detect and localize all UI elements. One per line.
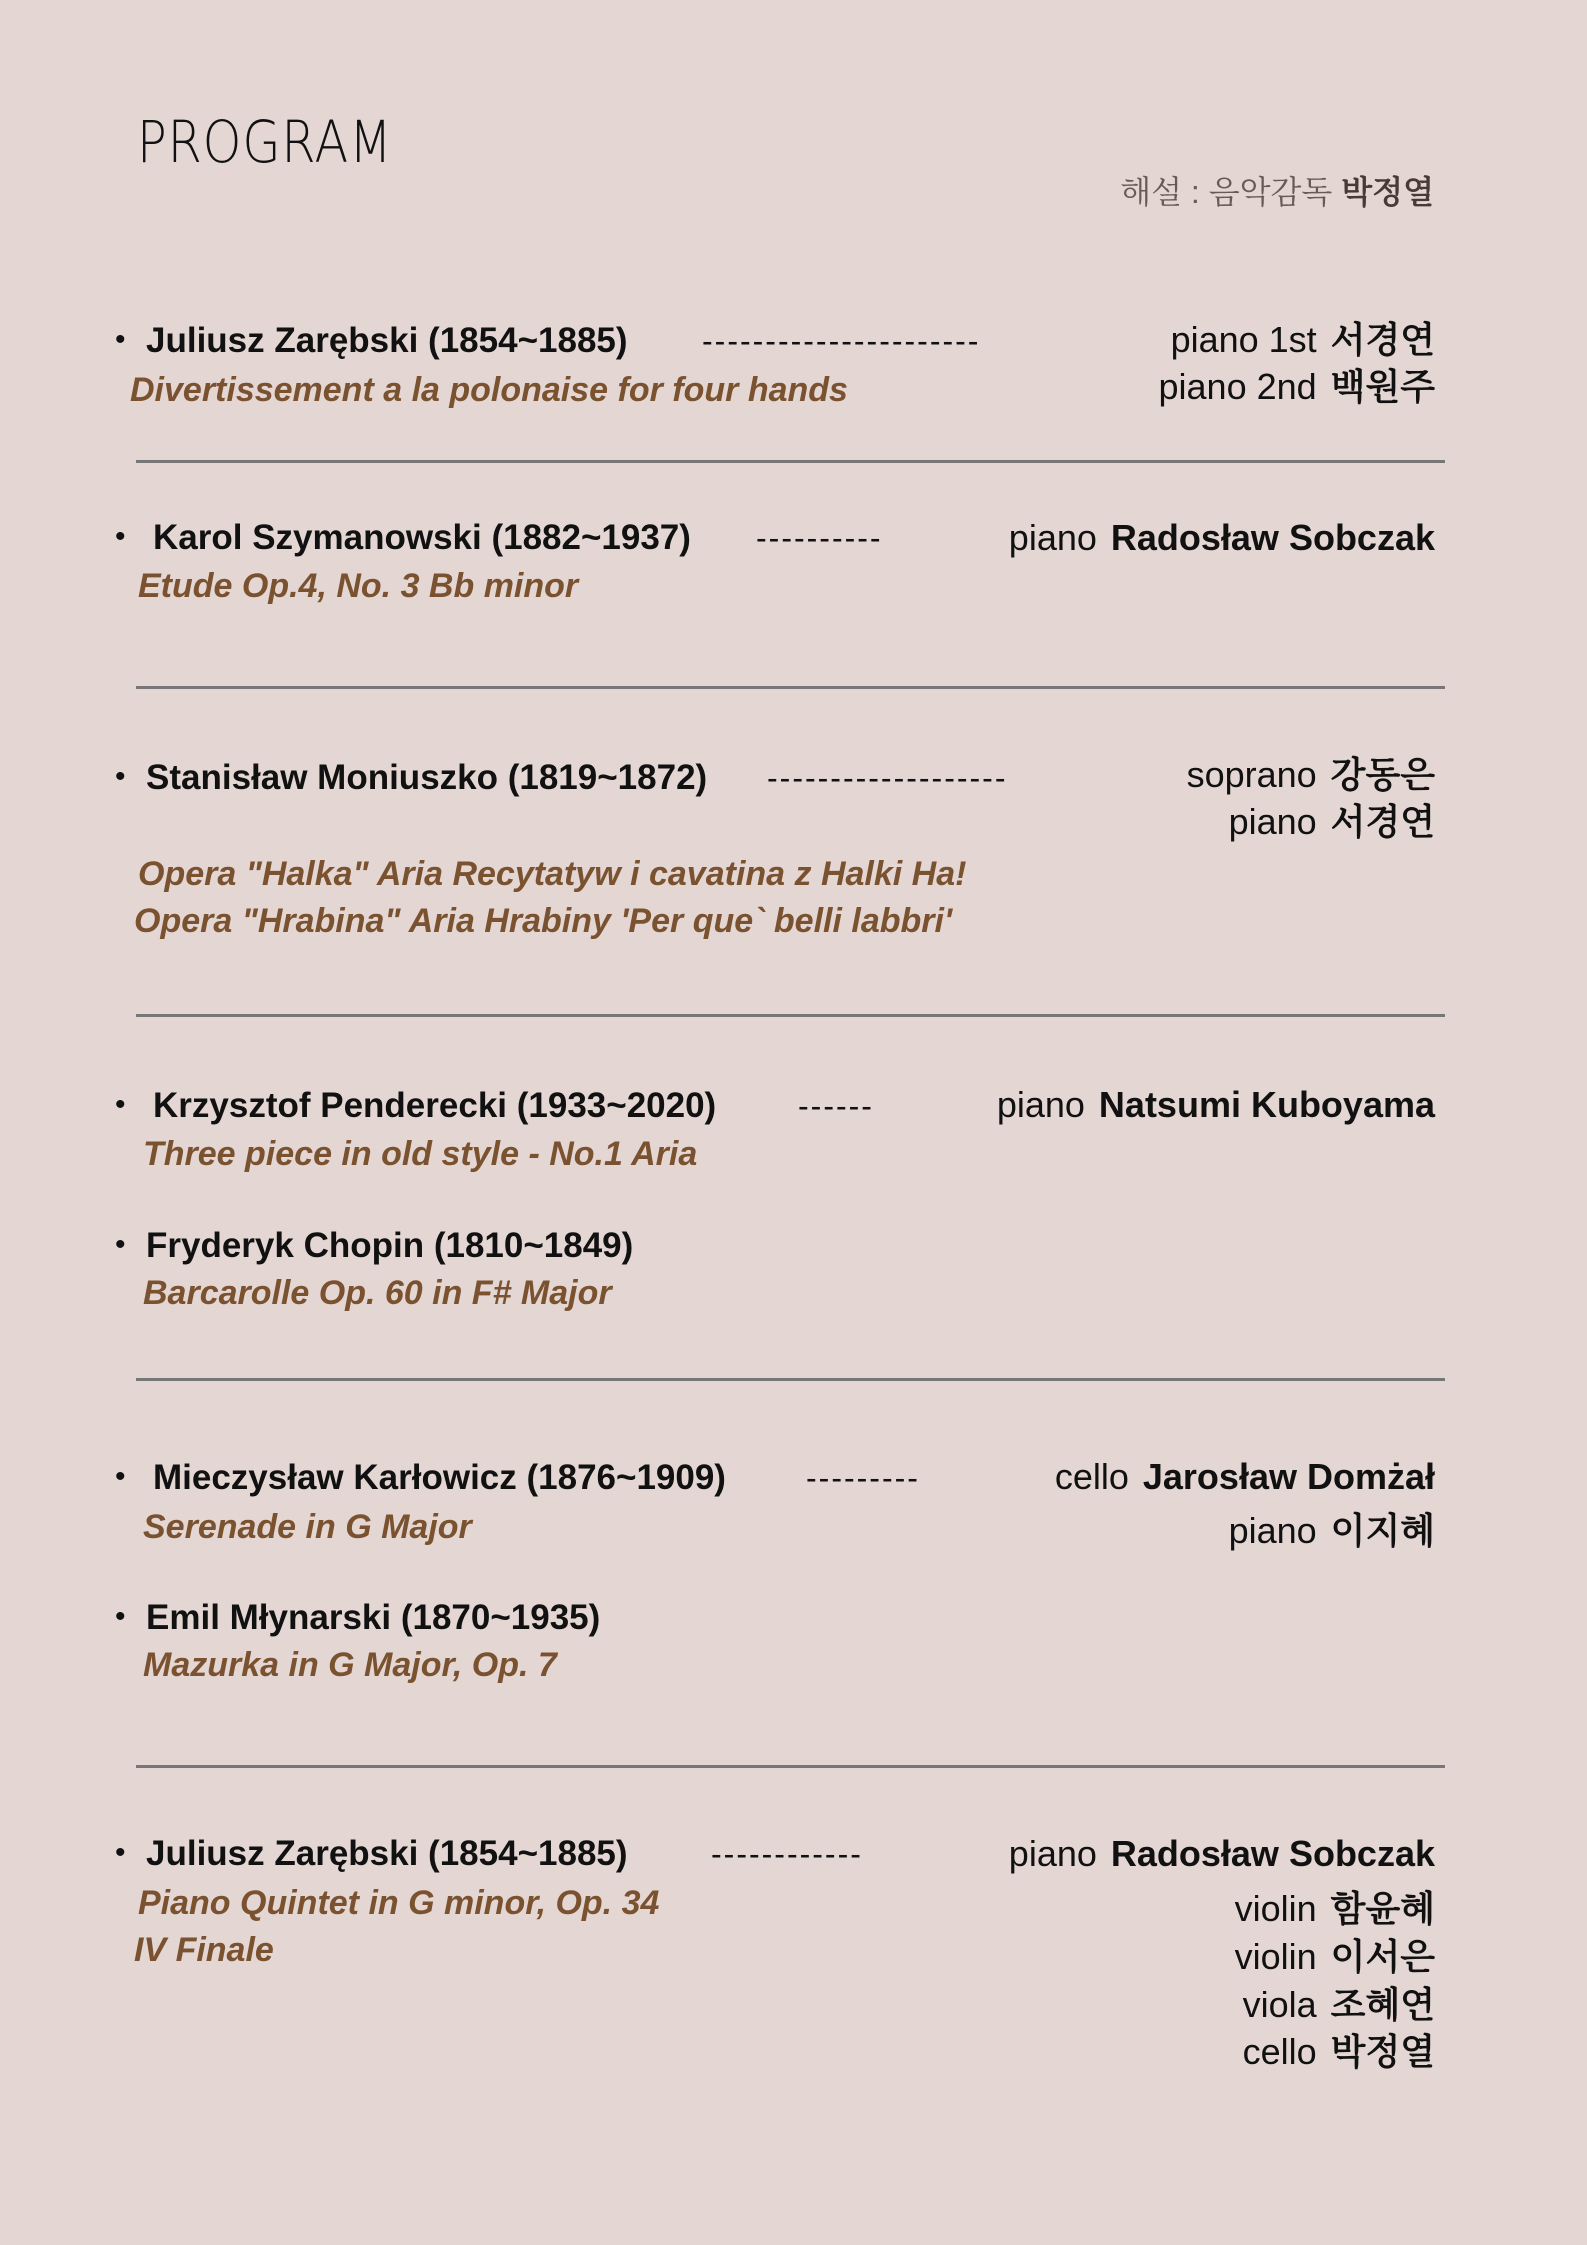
work-title: Mazurka in G Major, Op. 7 [143,1646,557,1684]
performer-name: Jarosław Domżał [1142,1456,1435,1497]
performer-role: cello [1054,1456,1129,1497]
performer-role: piano [1008,1833,1097,1874]
performer [1159,365,1435,409]
dash-leader: ---------------------- [702,323,981,359]
bullet: • [115,520,126,553]
composer: Juliusz Zarębski (1854~1885) [146,1834,628,1873]
divider [136,460,1445,463]
work-title: Barcarolle Op. 60 in F# Major [143,1274,612,1312]
work-subtitle: IV Finale [134,1931,274,1969]
performer-role: piano [1228,801,1317,842]
work-title: Serenade in G Major [143,1508,472,1546]
performer-name: 이지혜 [1330,1510,1435,1551]
performer-name: Natsumi Kuboyama [1098,1084,1435,1125]
composer: Emil Młynarski (1870~1935) [146,1598,601,1637]
composer: Mieczysław Karłowicz (1876~1909) [153,1458,726,1497]
dash-leader: ---------- [756,520,883,556]
note-prefix: 해설 : 음악감독 [1120,174,1333,210]
performer [1243,1983,1435,2027]
performer-name: 이서은 [1330,1936,1435,1977]
bullet: • [115,760,126,793]
work-title: Etude Op.4, No. 3 Bb minor [138,567,579,605]
composer: Fryderyk Chopin (1810~1849) [146,1226,634,1265]
divider [136,686,1445,689]
work-title: Opera "Halka" Aria Recytatyw i cavatina z Halki Ha! [138,855,967,893]
note-name: 박정열 [1341,174,1434,210]
divider [136,1378,1445,1381]
work-title: Piano Quintet in G minor, Op. 34 [138,1884,660,1922]
bullet: • [115,1228,126,1261]
performer [1187,753,1435,797]
performer-name: 서경연 [1330,801,1435,842]
performer [1229,800,1435,844]
performer-role: viola [1242,1984,1317,2025]
bullet: • [115,323,126,356]
performer-role: piano [996,1084,1085,1125]
composer: Stanisław Moniuszko (1819~1872) [146,758,708,797]
page-title: PROGRAM [137,108,393,176]
work-title: Opera "Hrabina" Aria Hrabiny 'Per que` belli labbri' [134,902,953,940]
performer [997,1083,1435,1127]
bullet: • [115,1600,126,1633]
performer-role: violin [1234,1936,1317,1977]
work-title: Divertissement a la polonaise for four hands [130,371,848,409]
bullet: • [115,1088,126,1121]
performer-name: 함윤혜 [1330,1888,1435,1929]
performer-name: 강동은 [1330,754,1435,795]
composer: Karol Szymanowski (1882~1937) [153,518,691,557]
performer-role: piano 1st [1170,319,1317,360]
performer [1235,1935,1435,1979]
work-title: Three piece in old style - No.1 Aria [143,1135,698,1173]
performer [1055,1455,1435,1499]
dash-leader: ------------------- [767,760,1008,796]
dash-leader: ------------ [711,1836,863,1872]
performer [1229,1509,1435,1553]
performer-name: 박정열 [1330,2031,1435,2072]
performer-role: piano [1228,1510,1317,1551]
bullet: • [115,1836,126,1869]
divider [136,1765,1445,1768]
performer [1243,2030,1435,2074]
bullet: • [115,1460,126,1493]
performer-name: 조혜연 [1330,1984,1435,2025]
performer [1009,516,1435,560]
performer-role: soprano [1186,754,1317,795]
performer [1235,1887,1435,1931]
performer-name: Radosław Sobczak [1110,517,1435,558]
composer: Krzysztof Penderecki (1933~2020) [153,1086,717,1125]
performer-name: Radosław Sobczak [1110,1833,1435,1874]
performer-role: cello [1242,2031,1317,2072]
performer-name: 백원주 [1330,366,1435,407]
dash-leader: --------- [806,1460,920,1496]
performer-role: violin [1234,1888,1317,1929]
commentary-note [1120,170,1434,214]
performer [1171,318,1435,362]
divider [136,1014,1445,1017]
performer-role: piano [1008,517,1097,558]
performer-role: piano 2nd [1158,366,1317,407]
performer [1009,1832,1435,1876]
dash-leader: ------ [798,1088,874,1124]
performer-name: 서경연 [1330,319,1435,360]
composer: Juliusz Zarębski (1854~1885) [146,321,628,360]
